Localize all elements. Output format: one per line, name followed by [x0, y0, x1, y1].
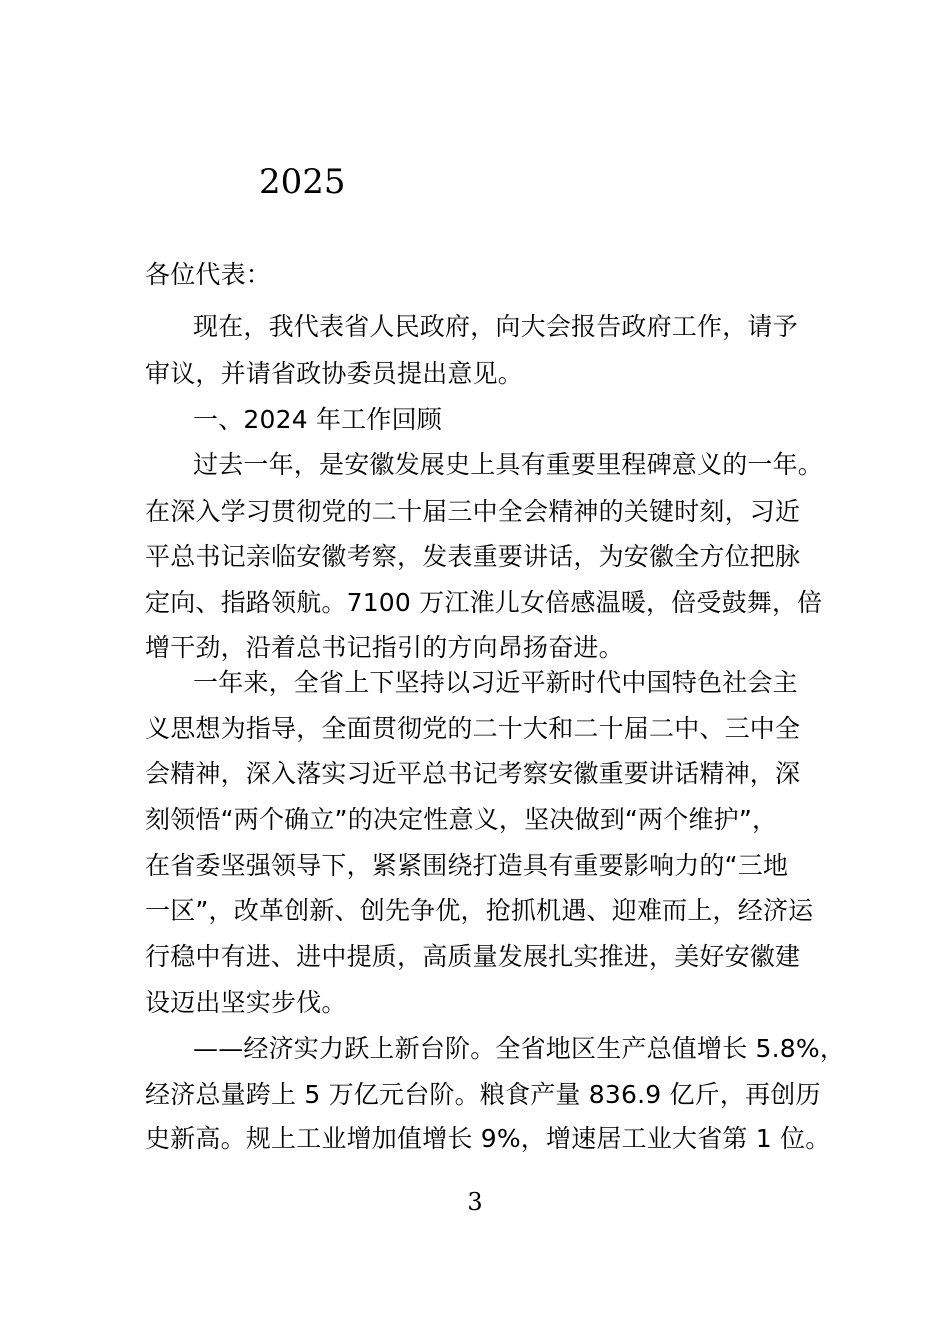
text-line: 史新高。规上工业增加值增长 9%，增速居工业大省第 1 位。 — [145, 1124, 831, 1153]
text-line: 一区”，改革创新、创先争优，抢抓机遇、迎难而上，经济运 — [145, 896, 814, 925]
text-line: 平总书记亲临安徽考察，发表重要讲话，为安徽全方位把脉 — [145, 542, 801, 571]
text-line: 定向、指路领航。7100 万江淮儿女倍感温暖，倍受鼓舞，倍 — [145, 588, 823, 617]
section-heading: 一、2024 年工作回顾 — [193, 405, 442, 434]
text-line: 行稳中有进、进中提质，高质量发展扎实推进，美好安徽建 — [145, 942, 801, 971]
text-line: 设迈出坚实步伐。 — [145, 988, 347, 1017]
text-line: 增干劲，沿着总书记指引的方向昂扬奋进。 — [145, 633, 624, 662]
text-line: 在省委坚强领导下，紧紧围绕打造具有重要影响力的“三地 — [145, 851, 789, 880]
text-line: 经济总量跨上 5 万亿元台阶。粮食产量 836.9 亿斤，再创历 — [145, 1080, 821, 1109]
text-line: 在深入学习贯彻党的二十届三中全会精神的关键时刻，习近 — [145, 497, 801, 526]
text-line: 刻领悟“两个确立”的决定性意义，坚决做到“两个维护”， — [145, 805, 778, 834]
text-line: 过去一年，是安徽发展史上具有重要里程碑意义的一年。 — [193, 450, 824, 479]
text-line: 一年来，全省上下坚持以习近平新时代中国特色社会主 — [193, 668, 798, 697]
text-line: 审议，并请省政协委员提出意见。 — [145, 359, 524, 388]
text-line: ——经济实力跃上新台阶。全省地区生产总值增长 5.8%， — [193, 1034, 846, 1063]
text-line: 会精神，深入落实习近平总书记考察安徽重要讲话精神，深 — [145, 759, 801, 788]
text-line: 现在，我代表省人民政府，向大会报告政府工作，请予 — [193, 312, 798, 341]
page-number: 3 — [467, 1188, 483, 1216]
text-line-salutation: 各位代表： — [145, 260, 272, 289]
year-heading: 2025 — [259, 162, 346, 202]
text-line: 义思想为指导，全面贯彻党的二十大和二十届二中、三中全 — [145, 714, 801, 743]
